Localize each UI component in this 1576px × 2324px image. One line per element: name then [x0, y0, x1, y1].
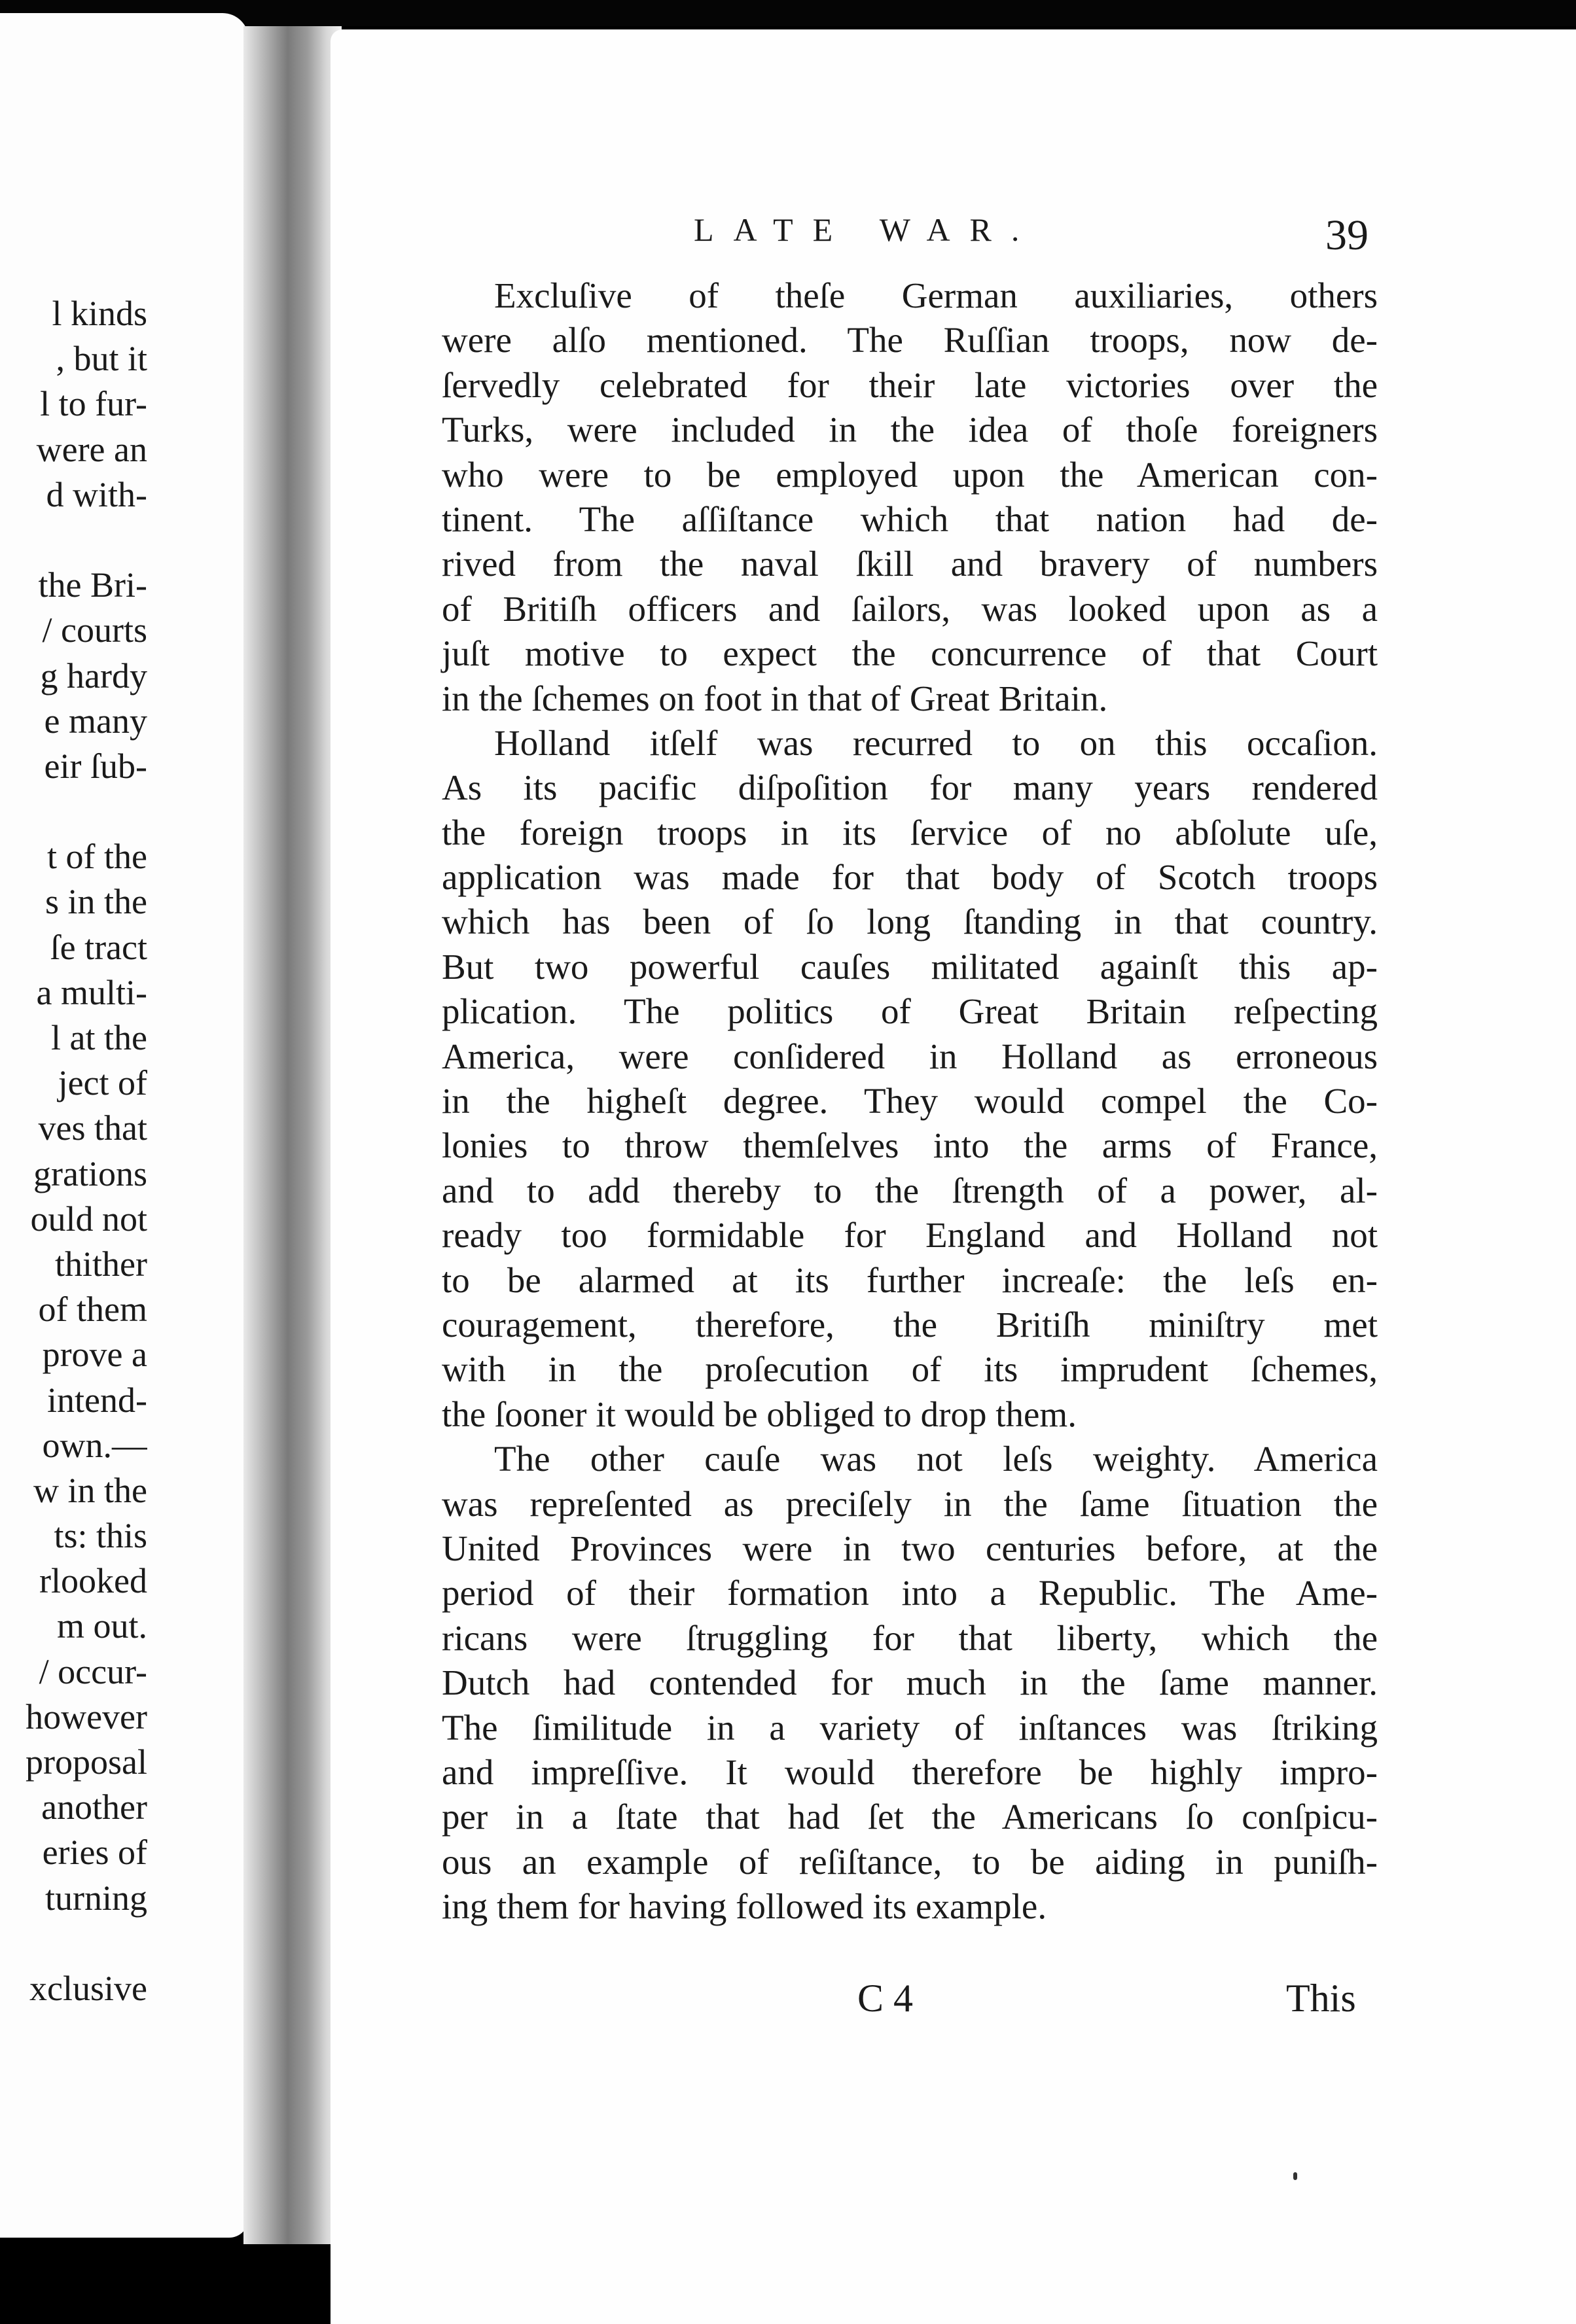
text-line: rived from the naval ſkill and bravery of numbers	[442, 544, 1378, 584]
text-line: ready too formidable for England and Holland not	[442, 1215, 1378, 1256]
text-line: ſervedly celebrated for their late victories over the	[442, 364, 1378, 405]
text-line: plication. The politics of Great Britain reſpecting	[442, 991, 1378, 1032]
text-line: and impreſſive. It would therefore be highly impro-	[442, 1752, 1378, 1792]
left-page-line: m out.	[56, 1606, 147, 1646]
text-line: ricans were ſtruggling for that liberty, which the	[442, 1617, 1378, 1658]
text-line: Holland itſelf was recurred to on this occaſion.	[494, 722, 1378, 763]
text-line: the foreign troops in its ſervice of no abſolute uſe,	[442, 812, 1378, 853]
text-line: Dutch had contended for much in the ſame manner.	[442, 1663, 1378, 1703]
text-line: in the higheſt degree. They would compel the Co-	[442, 1081, 1378, 1121]
left-page-line: ſe tract	[50, 927, 147, 967]
text-line: was repreſented as preciſely in the ſame ſituation the	[442, 1483, 1378, 1524]
catchword: This	[1286, 1977, 1356, 2020]
left-page-line: prove a	[42, 1335, 147, 1375]
paper-speck	[1293, 2172, 1297, 2180]
left-page-line: / occur-	[39, 1651, 147, 1691]
text-line: application was made for that body of Scotch troops	[442, 857, 1378, 898]
text-line: ous an example of reſiſtance, to be aiding in puniſh-	[442, 1841, 1378, 1882]
page-number: 39	[1325, 211, 1369, 259]
signature-mark: C 4	[857, 1977, 914, 2020]
left-page-line: proposal	[26, 1742, 147, 1782]
left-page	[0, 13, 249, 2238]
left-page-text-fragments	[0, 291, 147, 2011]
text-line: United Provinces were in two centuries before, at the	[442, 1528, 1378, 1568]
left-page-line: eries of	[42, 1833, 147, 1873]
left-page-line: intend-	[47, 1380, 147, 1420]
text-line: in the ſchemes on foot in that of Great Britain.	[442, 678, 1108, 718]
text-line: period of their formation into a Republic. The Ame-	[442, 1573, 1378, 1613]
running-head: LATE WAR.	[694, 211, 1039, 248]
text-line: who were to be employed upon the American con-	[442, 454, 1378, 495]
text-line: tinent. The aſſiſtance which that nation had de-	[442, 499, 1378, 539]
left-page-line: / courts	[42, 610, 147, 650]
left-page-line: xclusive	[29, 1968, 147, 2008]
text-line: to be alarmed at its further increaſe: the leſs en-	[442, 1259, 1378, 1300]
left-page-line: l at the	[51, 1018, 147, 1057]
text-line: But two powerful cauſes militated againſt this ap-	[442, 946, 1378, 987]
text-line: couragement, therefore, the Britiſh miniſtry met	[442, 1304, 1378, 1345]
text-line: per in a ſtate that had ſet the Americans ſo conſpicu-	[442, 1797, 1378, 1837]
body-text	[442, 273, 1378, 1929]
text-line: Excluſive of theſe German auxiliaries, others	[494, 275, 1378, 315]
left-page-line: ves that	[38, 1108, 147, 1148]
text-line: The ſimilitude in a variety of inſtances was ſtriking	[442, 1707, 1378, 1748]
left-page-line: d with-	[46, 474, 147, 514]
left-page-line: , but it	[56, 339, 147, 379]
book-gutter-shadow	[243, 26, 342, 2244]
text-line: As its pacific diſpoſition for many years rendered	[442, 767, 1378, 808]
text-line: Turks, were included in the idea of thoſe foreigners	[442, 410, 1378, 450]
left-page-line: thither	[55, 1244, 147, 1284]
text-line: were alſo mentioned. The Ruſſian troops, now de-	[442, 320, 1378, 361]
text-line: the ſooner it would be obliged to drop them.	[442, 1394, 1077, 1434]
left-page-line: a multi-	[36, 972, 147, 1012]
text-line: juſt motive to expect the concurrence of that Court	[442, 633, 1378, 674]
left-page-line: l to fur-	[40, 384, 147, 424]
left-page-line: were an	[36, 429, 147, 469]
left-page-line: w in the	[33, 1470, 147, 1510]
left-page-line: e many	[44, 701, 147, 741]
text-line: and to add thereby to the ſtrength of a power, al-	[442, 1170, 1378, 1210]
left-page-line: l kinds	[52, 294, 147, 333]
left-page-line: the Bri-	[38, 565, 147, 605]
left-page-line: rlooked	[39, 1561, 147, 1601]
text-line: of Britiſh officers and ſailors, was looked upon as a	[442, 588, 1378, 629]
text-line: ing them for having followed its example.	[442, 1886, 1047, 1927]
text-line: with in the proſecution of its imprudent ſchemes,	[442, 1349, 1378, 1390]
left-page-line: eir ſub-	[44, 746, 147, 786]
text-line: America, were conſidered in Holland as erroneous	[442, 1036, 1378, 1076]
left-page-line: however	[26, 1697, 147, 1736]
text-line: The other cauſe was not leſs weighty. America	[494, 1439, 1378, 1479]
left-page-line: g hardy	[40, 656, 147, 695]
left-page-line: ts: this	[54, 1516, 147, 1556]
left-page-line: ould not	[30, 1199, 147, 1239]
left-page-line: s in the	[45, 882, 147, 922]
left-page-line	[0, 789, 147, 834]
text-line: which has been of ſo long ſtanding in that country.	[442, 902, 1378, 942]
left-page-line: another	[41, 1787, 147, 1827]
text-line: lonies to throw themſelves into the arms of France,	[442, 1125, 1378, 1166]
left-page-line	[0, 518, 147, 563]
left-page-line	[0, 1921, 147, 1966]
left-page-line: t of the	[47, 837, 147, 877]
left-page-line: turning	[45, 1878, 147, 1918]
left-page-line: of them	[38, 1290, 147, 1329]
left-page-line: own.—	[42, 1425, 147, 1465]
left-page-line: grations	[33, 1153, 147, 1193]
left-page-line: ject of	[58, 1063, 147, 1103]
